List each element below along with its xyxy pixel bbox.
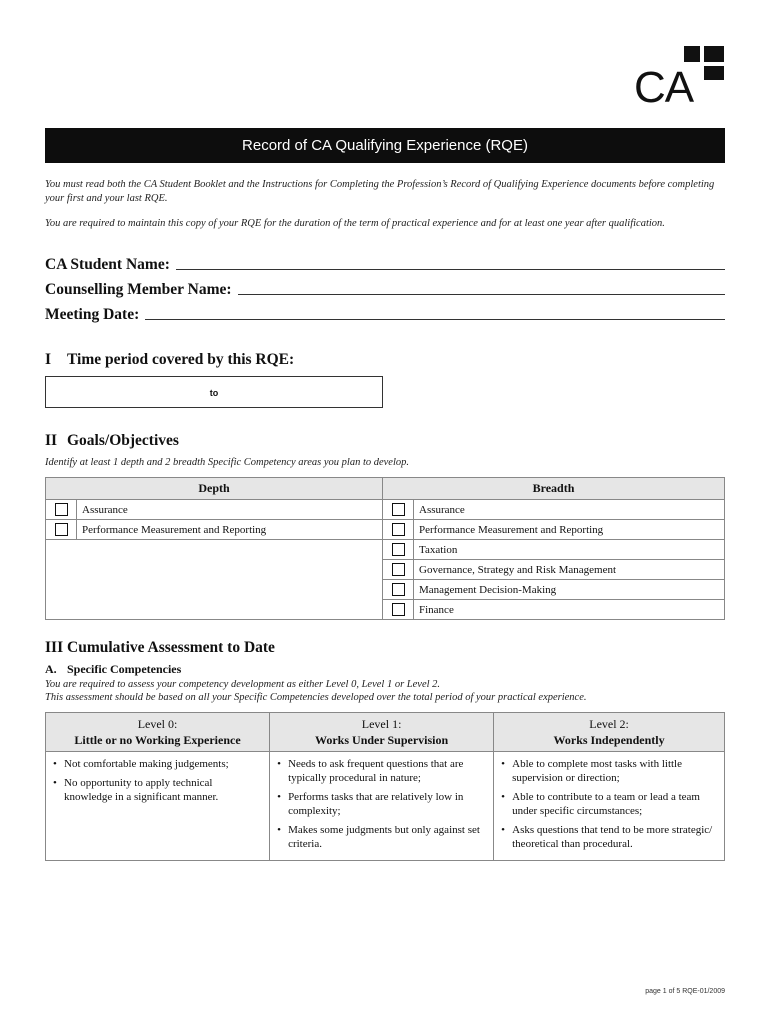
logo-plus-icon xyxy=(684,46,700,62)
subsection-a-heading: A. Specific Competencies xyxy=(45,662,182,676)
meeting-date-field[interactable] xyxy=(45,302,725,324)
depth-empty-cell xyxy=(46,540,383,620)
assessment-instruction-1: You are required to assess your competency development as either Level 0, Level 1 or Level 2. xyxy=(45,679,441,690)
page-title: Record of CA Qualifying Experience (RQE) xyxy=(45,128,725,163)
list-item: • No opportunity to apply technical knowledge in a significant manner. xyxy=(62,776,263,804)
page-footer: page 1 of 5 RQE-01/2009 xyxy=(645,988,725,995)
section-3-heading: III Cumulative Assessment to Date xyxy=(45,639,275,656)
breadth-checkbox-finance[interactable] xyxy=(392,603,405,616)
level-2-header: Level 2: Works Independently xyxy=(494,713,725,752)
level-2-criteria xyxy=(494,752,725,861)
ca-logo xyxy=(632,44,728,114)
to-label: to xyxy=(209,388,219,398)
student-name-label: CA Student Name: xyxy=(45,256,170,273)
goals-instruction: Identify at least 1 depth and 2 breadth Specific Competency areas you plan to develop. xyxy=(45,457,410,468)
breadth-item-label: Assurance xyxy=(414,500,725,520)
student-name-field[interactable] xyxy=(45,252,725,274)
depth-checkbox-performance[interactable] xyxy=(55,523,68,536)
level-1-header: Level 1: Works Under Supervision xyxy=(270,713,494,752)
goals-table xyxy=(45,477,725,620)
list-item: • Asks questions that tend to be more strategic/ theoretical than procedural. xyxy=(510,823,718,851)
breadth-item-label: Finance xyxy=(414,600,725,620)
time-period-field[interactable] xyxy=(45,376,383,408)
level-1-criteria xyxy=(270,752,494,861)
section-2-heading: II Goals/Objectives xyxy=(45,432,179,449)
breadth-item-label: Performance Measurement and Reporting xyxy=(414,520,725,540)
intro-note-2: You are required to maintain this copy of your RQE for the duration of the term of practical experience and for at least one year after qualification. xyxy=(45,218,665,229)
list-item: • Able to complete most tasks with little supervision or direction; xyxy=(510,757,718,785)
depth-checkbox-assurance[interactable] xyxy=(55,503,68,516)
section-1-heading: I Time period covered by this RQE: xyxy=(45,351,295,368)
breadth-checkbox-performance[interactable] xyxy=(392,523,405,536)
depth-header: Depth xyxy=(46,478,383,500)
meeting-date-label: Meeting Date: xyxy=(45,306,140,323)
breadth-checkbox-management[interactable] xyxy=(392,583,405,596)
level-0-criteria xyxy=(46,752,270,861)
breadth-item-label: Governance, Strategy and Risk Management xyxy=(414,560,725,580)
counselling-member-field[interactable] xyxy=(45,277,725,299)
breadth-checkbox-governance[interactable] xyxy=(392,563,405,576)
counselling-member-label: Counselling Member Name: xyxy=(45,281,232,298)
logo-text: CA xyxy=(634,63,694,112)
counselling-member-input-line[interactable] xyxy=(238,294,725,295)
intro-note-1: You must read both the CA Student Booklet and the Instructions for Completing the Profession’s Record of Qualifying Experience documents before completing your first and your last RQE. xyxy=(45,179,715,204)
depth-item-label: Assurance xyxy=(77,500,383,520)
list-item: • Makes some judgments but only against set criteria. xyxy=(286,823,487,851)
depth-item-label: Performance Measurement and Reporting xyxy=(77,520,383,540)
breadth-checkbox-taxation[interactable] xyxy=(392,543,405,556)
assessment-instruction-2: This assessment should be based on all your Specific Competencies developed over the total period of your practical experience. xyxy=(45,692,587,703)
breadth-checkbox-assurance[interactable] xyxy=(392,503,405,516)
meeting-date-input-line[interactable] xyxy=(145,319,725,320)
level-0-header: Level 0: Little or no Working Experience xyxy=(46,713,270,752)
list-item: • Performs tasks that are relatively low in complexity; xyxy=(286,790,487,818)
breadth-header: Breadth xyxy=(383,478,725,500)
student-name-input-line[interactable] xyxy=(176,269,725,270)
list-item: • Not comfortable making judgements; xyxy=(62,757,263,771)
list-item: • Needs to ask frequent questions that are typically procedural in nature; xyxy=(286,757,487,785)
list-item: • Able to contribute to a team or lead a team under specific circumstances; xyxy=(510,790,718,818)
assessment-table xyxy=(45,712,725,861)
breadth-item-label: Taxation xyxy=(414,540,725,560)
breadth-item-label: Management Decision-Making xyxy=(414,580,725,600)
